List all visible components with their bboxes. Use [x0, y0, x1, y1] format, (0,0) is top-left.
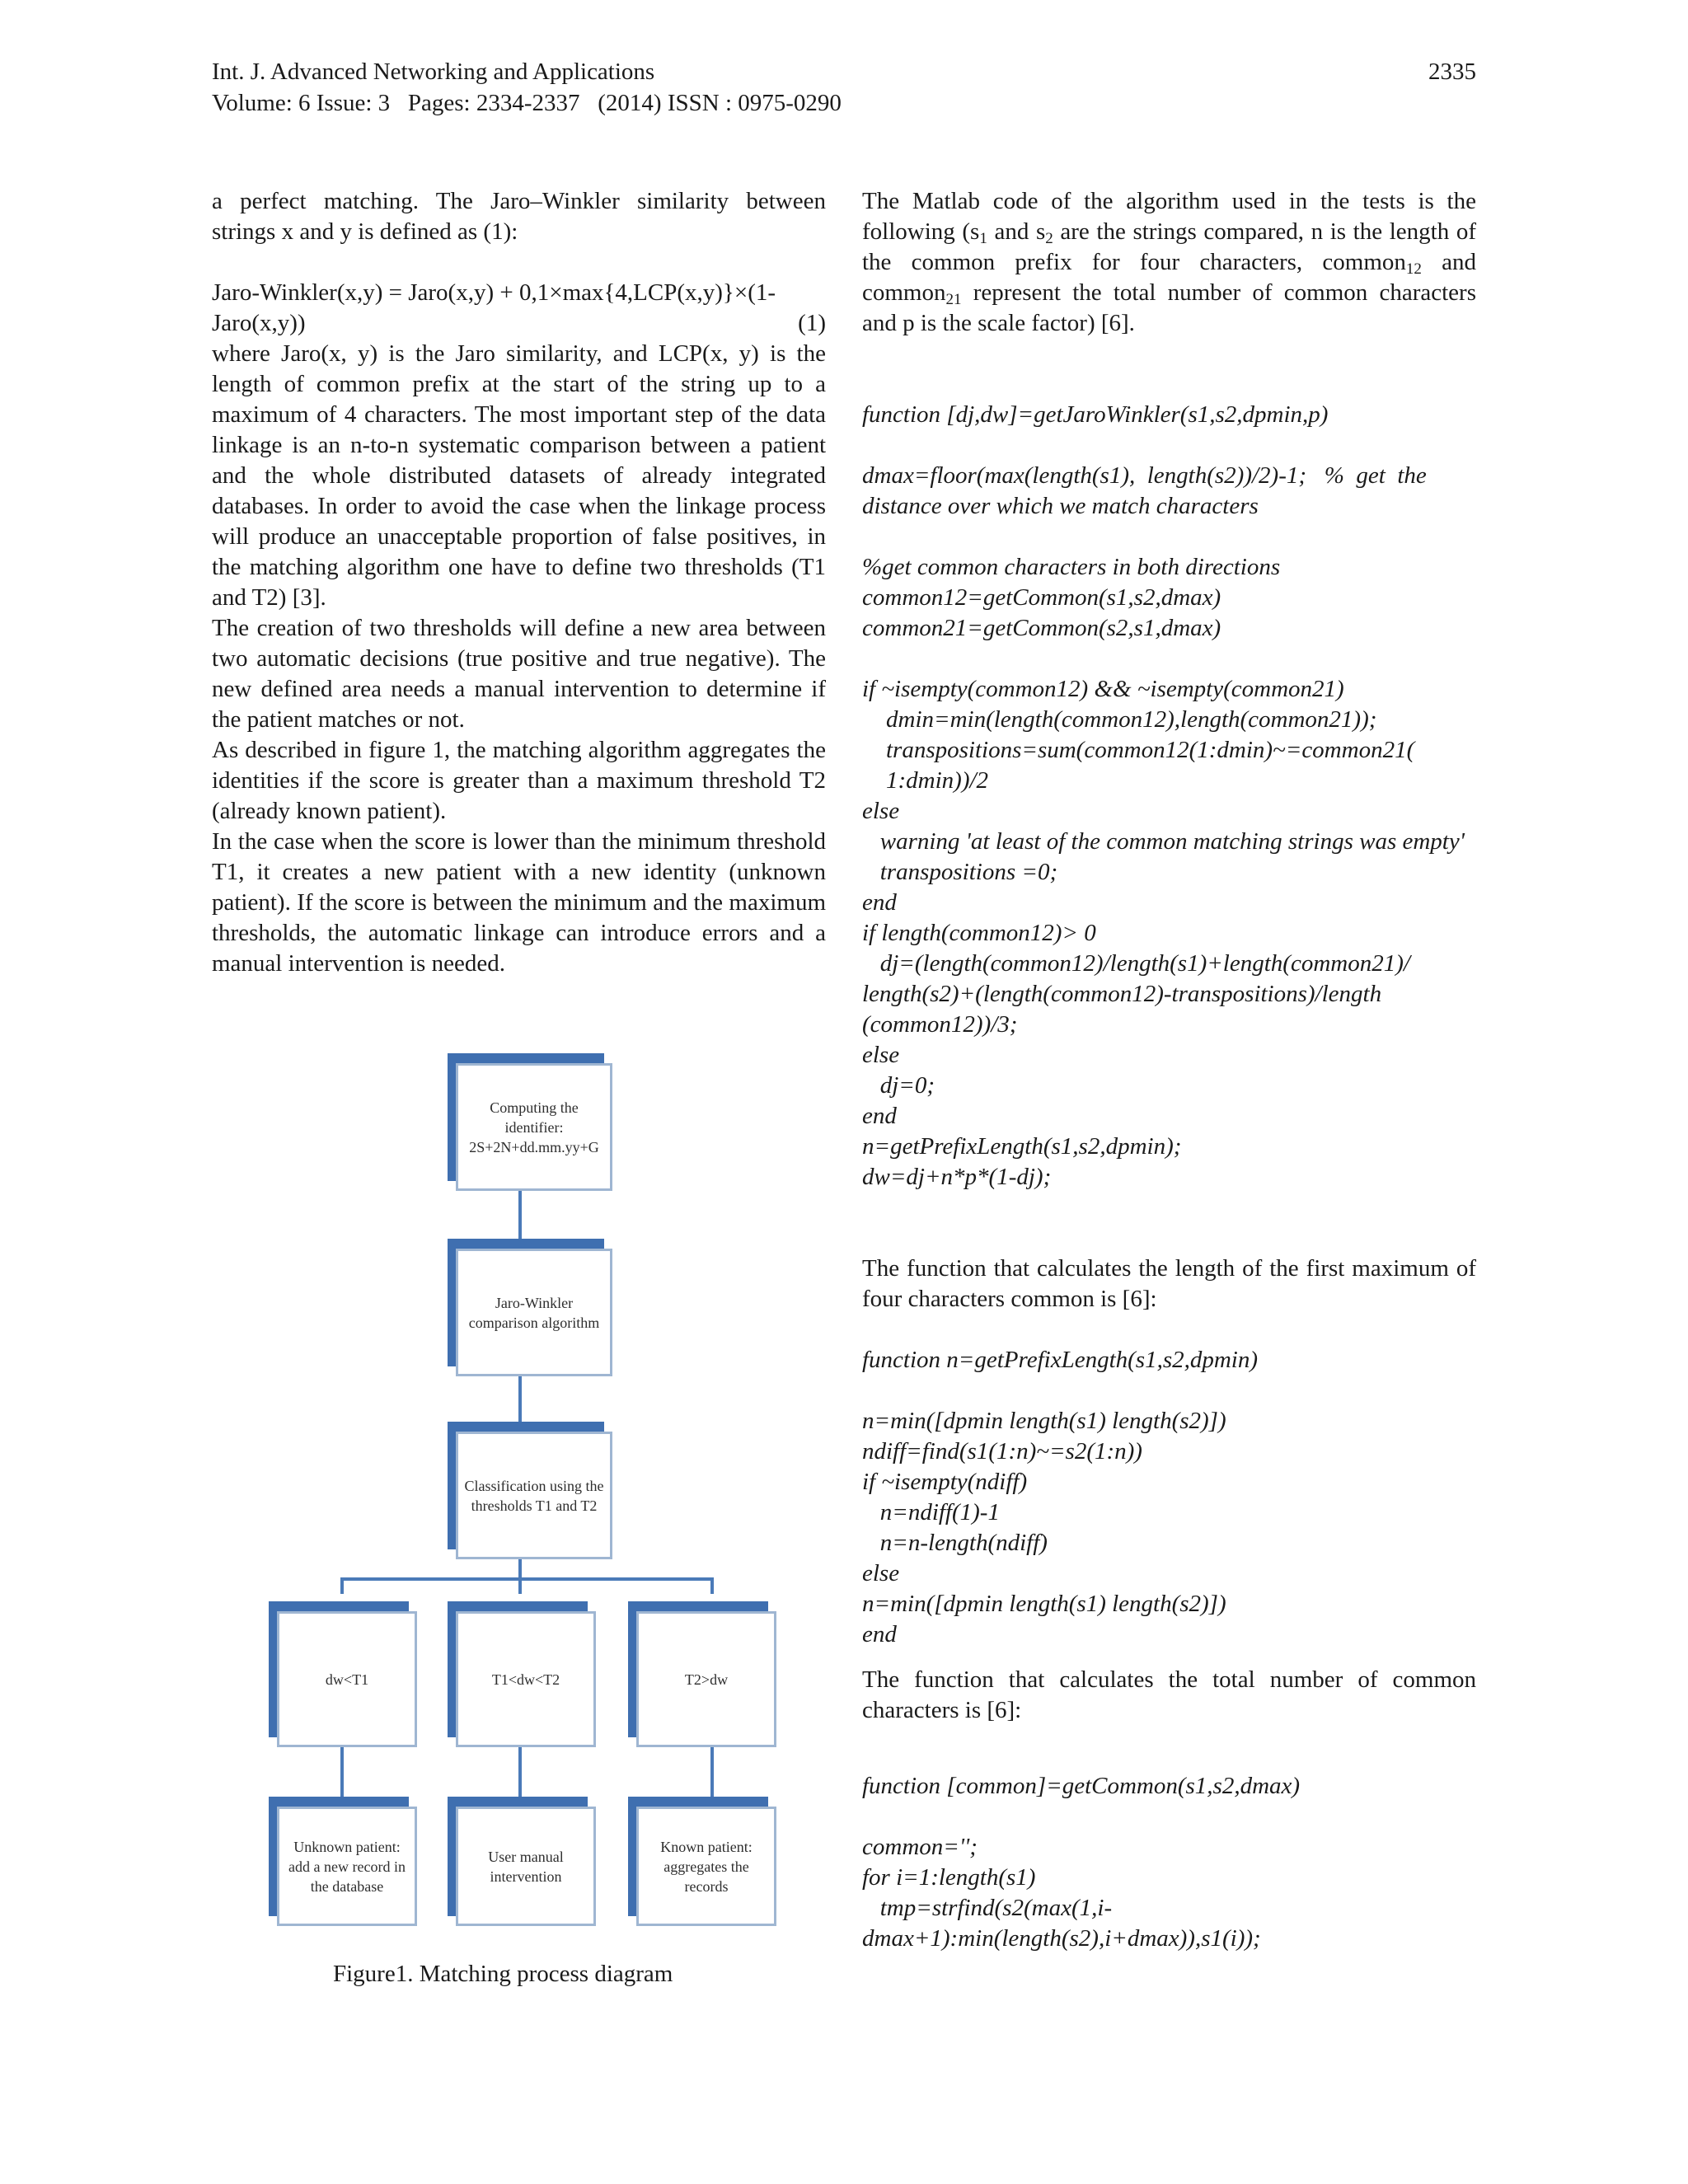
text-run: The Matlab code of the algorithm used in the tests is the following (s: [862, 188, 1476, 245]
code-line: if length(common12)> 0: [862, 920, 1096, 946]
page-number: 2335: [1428, 59, 1476, 85]
code-line: n=n-length(ndiff): [862, 1530, 1048, 1556]
code-line: common21=getCommon(s2,s1,dmax): [862, 615, 1221, 641]
right-column: [862, 186, 1476, 1954]
code-line: end: [862, 1103, 897, 1129]
connector: [340, 1747, 344, 1803]
unknown-patient-box: Unknown patient: add a new record in the database: [277, 1807, 417, 1926]
equation-number: (1): [798, 310, 826, 336]
text-run: and common: [862, 249, 1476, 306]
code-line: end: [862, 889, 897, 916]
code-intro-paragraph: [862, 186, 1476, 339]
code-line: n=min([dpmin length(s1) length(s2)]): [862, 1408, 1226, 1434]
code-line: else: [862, 1042, 900, 1068]
code-line: if ~isempty(common12) && ~isempty(common21): [862, 676, 1344, 702]
condition-box-low: dw<T1: [277, 1611, 417, 1747]
code-line: dmin=min(length(common12),length(common21));: [862, 706, 1377, 733]
code-line: for i=1:length(s1): [862, 1864, 1036, 1891]
code-line: dj=(length(common12)/length(s1)+length(common21)/ length(s2)+(length(common12)-transpositions)/length (common12))/3;: [862, 950, 1417, 1038]
compute-identifier-box: Computing the identifier: 2S+2N+dd.mm.yy+G: [456, 1063, 612, 1191]
code-line: common12=getCommon(s1,s2,dmax): [862, 584, 1221, 611]
code-line: [862, 644, 1476, 674]
code-line: %get common characters in both directions: [862, 554, 1281, 580]
code-line: else: [862, 1560, 900, 1586]
manual-intervention-box: User manual intervention: [456, 1807, 596, 1926]
code-line: dmax=floor(max(length(s1), length(s2))/2)-1; % get the distance over which we match characters: [862, 462, 1433, 519]
text-run: and s: [987, 218, 1046, 245]
subscript: 12: [1405, 260, 1422, 278]
connector: [340, 1577, 344, 1594]
code-line: [862, 1376, 1476, 1406]
journal-title: Int. J. Advanced Networking and Applications: [212, 59, 655, 85]
code-line: ndiff=find(s1(1:n)~=s2(1:n)): [862, 1438, 1142, 1465]
code-line: function [common]=getCommon(s1,s2,dmax): [862, 1773, 1301, 1799]
code-line: transpositions =0;: [862, 859, 1058, 885]
prefix-length-code-block: [862, 1345, 1476, 1650]
jaro-winkler-code-block: [862, 400, 1476, 1193]
subscript: 21: [945, 291, 962, 308]
connector: [518, 1376, 522, 1427]
text-run: are the strings compared, n is the length of the common prefix for four characters, common: [862, 218, 1476, 275]
classification-box: Classification using the thresholds T1 and T2: [456, 1432, 612, 1559]
condition-box-middle: T1<dw<T2: [456, 1611, 596, 1747]
code-line: if ~isempty(ndiff): [862, 1469, 1028, 1495]
code-line: warning 'at least of the common matching strings was empty': [862, 828, 1465, 855]
paragraph: In the case when the score is lower than the minimum threshold T1, it creates a new patient with a new identity (unknown patient). If the score is between the minimum and the maximum thresholds, the automatic linkage can introduce errors and a manual intervention is needed.: [212, 828, 826, 977]
code-line: n=ndiff(1)-1: [862, 1499, 1000, 1526]
condition-box-high: T2>dw: [636, 1611, 776, 1747]
code-line: function n=getPrefixLength(s1,s2,dpmin): [862, 1347, 1259, 1373]
connector: [710, 1577, 714, 1594]
paragraph: where Jaro(x, y) is the Jaro similarity, and LCP(x, y) is the length of common prefix at the start of the string up to a maximum of 4 characters. The most important step of the data linkage is an n-to-n systematic comparison between a patient and the whole distributed datasets of already integrated databases. In order to avoid the case when the linkage process will produce an unacceptable proportion of false positives, in the matching algorithm one have to define two thresholds (T1 and T2) [3].: [212, 340, 826, 611]
subscript: 1: [979, 230, 987, 247]
code-line: n=getPrefixLength(s1,s2,dpmin);: [862, 1133, 1182, 1160]
left-column: [212, 186, 826, 979]
branch-line: [340, 1577, 713, 1581]
connector: [518, 1747, 522, 1803]
code-line: common='';: [862, 1834, 978, 1860]
code-line: n=min([dpmin length(s1) length(s2)]): [862, 1591, 1226, 1617]
get-common-code-block: [862, 1771, 1476, 1954]
volume-line: Volume: 6 Issue: 3 Pages: 2334-2337 (2014) ISSN : 0975-0290: [212, 90, 842, 116]
figure-caption: Figure1. Matching process diagram: [333, 1961, 673, 1987]
connector: [518, 1191, 522, 1244]
paragraph: The function that calculates the length of the first maximum of four characters common is [6]:: [862, 1255, 1476, 1312]
code-line: 1:dmin))/2: [862, 767, 989, 794]
equation-line-1: Jaro-Winkler(x,y) = Jaro(x,y) + 0,1×max{4,LCP(x,y)}×(1-: [212, 279, 776, 306]
code-line: dw=dj+n*p*(1-dj);: [862, 1164, 1052, 1190]
known-patient-box: Known patient: aggregates the records: [636, 1807, 776, 1926]
code-line: end: [862, 1621, 897, 1647]
code-line: [862, 430, 1476, 461]
paragraph: The creation of two thresholds will define a new area between two automatic decisions (true positive and true negative). The new defined area needs a manual intervention to determine if the patient matches or not.: [212, 615, 826, 733]
code-line: function [dj,dw]=getJaroWinkler(s1,s2,dpmin,p): [862, 401, 1329, 428]
text-run: represent the total number of common characters and p is the scale factor) [6].: [862, 279, 1476, 336]
connector: [518, 1577, 522, 1594]
code-line: else: [862, 798, 900, 824]
jaro-winkler-box: Jaro-Winkler comparison algorithm: [456, 1249, 612, 1376]
subscript: 2: [1045, 230, 1053, 247]
intro-paragraph: a perfect matching. The Jaro–Winkler similarity between strings x and y is defined as (1):: [212, 188, 826, 245]
code-line: dmax+1):min(length(s2),i+dmax)),s1(i));: [862, 1925, 1261, 1952]
equation-line-2: [212, 308, 826, 339]
paragraph: The function that calculates the total number of common characters is [6]:: [862, 1666, 1476, 1723]
code-line: tmp=strfind(s2(max(1,i-: [862, 1895, 1113, 1921]
paragraph: As described in figure 1, the matching algorithm aggregates the identities if the score is greater than a maximum threshold T2 (already known patient).: [212, 737, 826, 824]
connector: [710, 1747, 714, 1803]
equation-tail: Jaro(x,y)): [212, 310, 306, 336]
code-line: transpositions=sum(common12(1:dmin)~=common21(: [862, 737, 1415, 763]
code-line: dj=0;: [862, 1072, 935, 1099]
code-line: [862, 522, 1476, 552]
code-line: [862, 1802, 1476, 1832]
